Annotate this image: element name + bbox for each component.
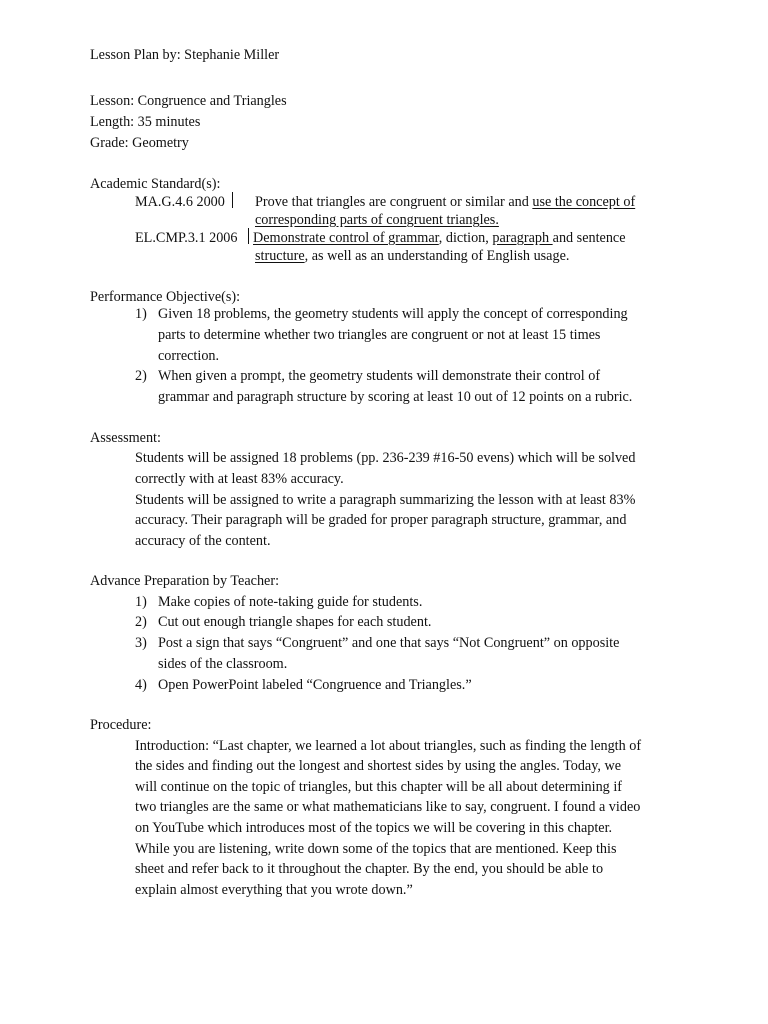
procedure-line-1: Introduction: “Last chapter, we learned a lot about triangles, such as finding the length of bbox=[135, 738, 642, 754]
objectives-heading: Performance Objective(s): bbox=[90, 289, 241, 305]
procedure-line-4: two triangles are the same or what mathematicians like to say, congruent. I found a video bbox=[135, 799, 641, 815]
standard-2-text-d: and sentence bbox=[552, 230, 626, 246]
procedure-line-7: sheet and refer back to it throughout the chapter. By the end, you should be able to bbox=[135, 861, 604, 877]
prep-3-line-1: Post a sign that says “Congruent” and one that says “Not Congruent” on opposite bbox=[158, 635, 620, 651]
standard-2-code: EL.CMP.3.1 2006 bbox=[135, 230, 238, 246]
prep-4-text: Open PowerPoint labeled “Congruence and Triangles.” bbox=[158, 677, 472, 693]
standard-1-text-c: corresponding parts of congruent triangles. bbox=[255, 212, 499, 228]
assessment-line-1: Students will be assigned 18 problems (pp. 236-239 #16-50 evens) which will be solved bbox=[135, 450, 636, 466]
procedure-heading: Procedure: bbox=[90, 717, 152, 733]
objective-1-number: 1) bbox=[135, 306, 147, 322]
standard-2-text-e: structure bbox=[255, 248, 305, 264]
assessment-line-2: correctly with at least 83% accuracy. bbox=[135, 471, 344, 487]
standard-2-text-b: , diction, bbox=[438, 230, 493, 246]
procedure-line-8: explain almost everything that you wrote down.” bbox=[135, 882, 413, 898]
standard-2-text-line2 bbox=[255, 246, 569, 267]
assessment-line-4: accuracy. Their paragraph will be graded for proper paragraph structure, grammar, and bbox=[135, 512, 627, 528]
assessment-line-3: Students will be assigned to write a paragraph summarizing the lesson with at least 83% bbox=[135, 492, 636, 508]
lesson-grade: Grade: Geometry bbox=[90, 135, 189, 151]
procedure-line-6: While you are listening, write down some of the topics that are mentioned. Keep this bbox=[135, 841, 617, 857]
author-line: Lesson Plan by: Stephanie Miller bbox=[90, 47, 280, 63]
prep-2-number: 2) bbox=[135, 614, 147, 630]
objective-2-number: 2) bbox=[135, 368, 147, 384]
assessment-line-5: accuracy of the content. bbox=[135, 533, 271, 549]
standard-1-cursor-bar bbox=[232, 192, 233, 208]
objective-2-line-1: When given a prompt, the geometry students will demonstrate their control of bbox=[158, 368, 601, 384]
assessment-heading: Assessment: bbox=[90, 430, 161, 446]
prep-heading: Advance Preparation by Teacher: bbox=[90, 573, 280, 589]
objective-1-line-1: Given 18 problems, the geometry students will apply the concept of corresponding bbox=[158, 306, 628, 322]
prep-4-number: 4) bbox=[135, 677, 147, 693]
procedure-line-2: the sides and finding out the longest and shortest sides by using the angles. Today, we bbox=[135, 758, 622, 774]
prep-2-text: Cut out enough triangle shapes for each student. bbox=[158, 614, 432, 630]
prep-3-line-2: sides of the classroom. bbox=[158, 656, 288, 672]
objective-2-line-2: grammar and paragraph structure by scoring at least 10 out of 12 points on a rubric. bbox=[158, 389, 633, 405]
lesson-length: Length: 35 minutes bbox=[90, 114, 201, 130]
objective-1-line-2: parts to determine whether two triangles are congruent or not at least 15 times bbox=[158, 327, 601, 343]
prep-1-number: 1) bbox=[135, 594, 147, 610]
lesson-title: Lesson: Congruence and Triangles bbox=[90, 93, 287, 109]
standard-2-text-c: paragraph bbox=[492, 230, 553, 246]
prep-1-text: Make copies of note-taking guide for students. bbox=[158, 594, 423, 610]
standard-1-text-a: Prove that triangles are congruent or similar and bbox=[255, 194, 533, 210]
standard-2-text-a: Demonstrate control of grammar bbox=[253, 230, 439, 246]
procedure-line-3: will continue on the topic of triangles, but this chapter will be all about determining if bbox=[135, 779, 622, 795]
standard-1-code: MA.G.4.6 2000 bbox=[135, 194, 225, 210]
prep-3-number: 3) bbox=[135, 635, 147, 651]
standard-2-text-f: , as well as an understanding of English usage. bbox=[304, 248, 570, 264]
standard-2-cursor-bar bbox=[248, 228, 249, 244]
objective-1-line-3: correction. bbox=[158, 348, 220, 364]
standards-heading: Academic Standard(s): bbox=[90, 176, 221, 192]
standard-1-text-b: use the concept of bbox=[532, 194, 636, 210]
procedure-line-5: on YouTube which introduces most of the topics we will be covering in this chapter. bbox=[135, 820, 613, 836]
